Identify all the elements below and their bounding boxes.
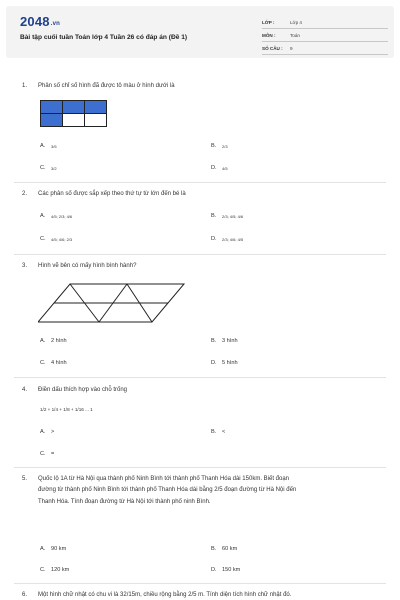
option-label: D. [211, 567, 217, 573]
option-value: 4 hình [51, 360, 67, 366]
option-2d[interactable] [211, 236, 243, 242]
option-value: 4/5; 4/6; 2/3 [51, 237, 73, 242]
question-text: Các phân số được sắp xếp theo thứ tự từ lớn đến bé là [38, 191, 186, 197]
option-value: 3/2 [51, 166, 57, 171]
option-5c[interactable] [40, 567, 69, 573]
fraction-grid-figure [40, 100, 108, 128]
divider [14, 182, 386, 183]
question-text-line: Thanh Hóa. Tính đoạn đường từ Hà Nội tới thành phố ninh Bình. [38, 498, 211, 505]
question-6 [22, 591, 291, 600]
option-label: B. [211, 143, 217, 149]
option-label: C. [40, 236, 46, 242]
option-value: 4/5 [222, 166, 228, 171]
question-2 [22, 190, 186, 199]
option-4c[interactable] [40, 451, 54, 457]
question-4 [22, 386, 127, 395]
divider [14, 467, 386, 468]
option-2b[interactable] [211, 213, 243, 219]
question-number: 4. [22, 387, 28, 393]
grid-cell-filled [85, 101, 107, 114]
option-5b[interactable] [211, 546, 237, 552]
meta-value: Toán [290, 33, 300, 38]
option-1d[interactable] [211, 165, 228, 171]
option-label: D. [211, 360, 217, 366]
logo-suffix: .vn [50, 21, 61, 27]
question-text: Hình vẽ bên có mấy hình bình hành? [38, 263, 137, 269]
meta-row-class [262, 16, 388, 29]
meta-row-subject [262, 29, 388, 42]
question-number: 6. [22, 592, 28, 598]
option-value: > [51, 429, 55, 435]
option-value: < [222, 429, 226, 435]
option-value: 2/3; 4/6; 4/5 [222, 237, 244, 242]
option-label: C. [40, 451, 46, 457]
option-1b[interactable] [211, 143, 228, 149]
option-value: 120 km [51, 567, 70, 573]
meta-row-count [262, 42, 388, 55]
option-value: 90 km [51, 546, 67, 552]
question-5-number [22, 475, 38, 484]
option-3a[interactable] [40, 338, 67, 344]
option-label: C. [40, 567, 46, 573]
option-3c[interactable] [40, 360, 67, 366]
option-label: D. [211, 236, 217, 242]
option-label: A. [40, 546, 46, 552]
question-text-line: đường từ thành phố Ninh Bình tới thành phố Thanh Hóa dài bằng 2/5 đoạn đường từ Hà Nội đến [38, 487, 297, 494]
option-value: 2 hình [51, 338, 67, 344]
option-label: B. [211, 213, 217, 219]
meta-value: 9 [290, 46, 293, 51]
option-5d[interactable] [211, 567, 240, 573]
option-label: D. [211, 165, 217, 171]
meta-key: LỚP : [262, 20, 275, 25]
option-label: C. [40, 360, 46, 366]
document-title: Bài tập cuối tuần Toán lớp 4 Tuần 26 có đáp án (Đề 1) [20, 34, 188, 41]
grid-cells [41, 101, 107, 127]
option-value: 3/5 [51, 144, 57, 149]
question-number: 3. [22, 263, 28, 269]
option-value: 2/3 [222, 144, 228, 149]
question-text: Phân số chỉ số hình đã được tô màu ở hình dưới là [38, 83, 175, 89]
logo-text: 2048 [20, 14, 50, 29]
option-value: 4/5; 2/3; 4/6 [51, 214, 73, 219]
divider [14, 583, 386, 584]
parallelogram-figure [38, 282, 186, 324]
option-label: A. [40, 338, 46, 344]
question-number: 2. [22, 191, 28, 197]
grid-cell-filled [63, 101, 85, 114]
question-number: 1. [22, 83, 28, 89]
option-1a[interactable] [40, 143, 57, 149]
option-2c[interactable] [40, 236, 72, 242]
option-4b[interactable] [211, 429, 225, 435]
meta-table [262, 16, 388, 55]
site-logo[interactable] [20, 14, 60, 29]
option-label: B. [211, 429, 217, 435]
grid-cell-empty [85, 114, 107, 127]
divider [14, 377, 386, 378]
option-value: 5 hình [222, 360, 238, 366]
option-value: 150 km [222, 567, 241, 573]
grid-cell-filled [41, 101, 63, 114]
question-text-line: Quốc lộ 1A từ Hà Nội qua thành phố Ninh Bình tới thành phố Thanh Hóa dài 150km. Biết đoạn [38, 476, 290, 482]
question-3 [22, 262, 136, 271]
option-value: 60 km [222, 546, 238, 552]
option-4a[interactable] [40, 429, 54, 435]
option-3b[interactable] [211, 338, 238, 344]
option-value: = [51, 451, 55, 457]
meta-key: MÔN : [262, 33, 276, 38]
fraction-expression: 1/2 + 1/4 + 1/8 + 1/16 ... 1 [40, 407, 93, 412]
option-label: A. [40, 213, 46, 219]
option-value: 3 hình [222, 338, 238, 344]
question-1 [22, 82, 175, 91]
option-label: A. [40, 143, 46, 149]
document-header [6, 6, 394, 58]
option-label: B. [211, 546, 217, 552]
option-3d[interactable] [211, 360, 238, 366]
meta-key: SỐ CÂU : [262, 46, 283, 51]
question-number: 5. [22, 476, 28, 482]
grid-cell-empty [63, 114, 85, 127]
question-text: Một hình chữ nhật có chu vi là 32/15m, chiều rộng bằng 2/5 m. Tính diện tích hình chữ nhật đó. [38, 592, 292, 598]
option-1c[interactable] [40, 165, 57, 171]
option-5a[interactable] [40, 546, 66, 552]
option-2a[interactable] [40, 213, 72, 219]
grid-cell-filled [41, 114, 63, 127]
meta-value: Lớp 4 [290, 20, 302, 25]
option-label: B. [211, 338, 217, 344]
option-label: C. [40, 165, 46, 171]
divider [14, 254, 386, 255]
question-text: Điền dấu thích hợp vào chỗ trống [38, 387, 127, 393]
question-5-text [38, 474, 382, 508]
option-value: 2/3; 4/5; 4/6 [222, 214, 244, 219]
option-label: A. [40, 429, 46, 435]
